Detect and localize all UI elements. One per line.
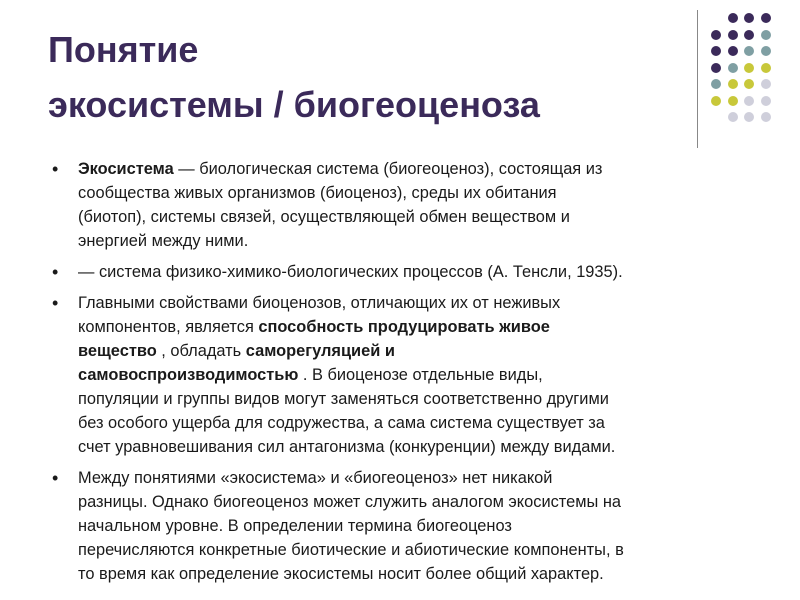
text-line: Главными свойствами биоценозов, отличающих их от неживых	[78, 294, 561, 312]
text-line: (биотоп), системы связей, осуществляющей обмен веществом и	[78, 208, 570, 226]
decor-dot	[728, 13, 738, 23]
slide-title-line-2: экосистемы / биогеоценоза	[48, 84, 540, 125]
text-line: то время как определение экосистемы носит более общий характер.	[78, 565, 604, 583]
text-line: — биологическая система (биогеоценоз), состоящая из	[173, 160, 603, 178]
bullet-marker: •	[52, 159, 59, 179]
bullet-item-terms-comparison	[52, 466, 752, 586]
decor-dot	[711, 96, 721, 106]
bullet-item-biocenosis-properties	[52, 291, 752, 459]
decor-dot	[761, 13, 771, 23]
bullet-marker: •	[52, 293, 59, 313]
text-line: разницы. Однако биогеоценоз может служить аналогом экосистемы на	[78, 493, 622, 511]
decor-dot	[728, 79, 738, 89]
decor-dot	[728, 30, 738, 40]
text-line: без особого ущерба для содружества, а сама система существует за	[78, 414, 605, 432]
text-line: начальном уровне. В определении термина биогеоценоз	[78, 517, 512, 535]
text-line: счет уравновешивания сил антагонизма (конкуренции) между видами.	[78, 438, 616, 456]
decor-dot	[761, 96, 771, 106]
bold-segment: вещество	[78, 342, 157, 360]
decor-vertical-line	[697, 10, 698, 148]
decor-dot	[744, 79, 754, 89]
decor-dot	[711, 79, 721, 89]
text-segment: . В биоценозе отдельные виды,	[298, 366, 543, 384]
bullet-item-ecosystem-definition	[52, 157, 752, 253]
term-ecosystem: Экосистема	[78, 160, 174, 178]
decor-dot	[728, 112, 738, 122]
decor-dot	[761, 112, 771, 122]
text-line: Между понятиями «экосистема» и «биогеоценоз» нет никакой	[78, 469, 553, 487]
decor-dot	[761, 30, 771, 40]
bold-segment: способность продуцировать живое	[258, 318, 550, 336]
decor-dot	[744, 46, 754, 56]
text-line: — система физико-химико-биологических процессов (А. Тенсли, 1935).	[78, 263, 623, 281]
bold-segment: самовоспроизводимостью	[78, 366, 299, 384]
text-segment: компонентов, является	[78, 318, 259, 336]
text-line: популяции и группы видов могут заменяться соответственно другими	[78, 390, 609, 408]
text-line: сообщества живых организмов (биоценоз), среды их обитания	[78, 184, 557, 202]
decor-dot	[744, 96, 754, 106]
bullet-item-system-processes	[52, 260, 752, 284]
bold-segment: саморегуляцией и	[245, 342, 395, 360]
decor-dot	[728, 63, 738, 73]
bullet-marker: •	[52, 468, 59, 488]
decor-dot	[761, 79, 771, 89]
bullet-list	[52, 157, 752, 593]
text-line: перечисляются конкретные биотические и абиотические компоненты, в	[78, 541, 624, 559]
text-segment: , обладать	[156, 342, 246, 360]
text-line: энергией между ними.	[78, 232, 249, 250]
decor-dot	[728, 96, 738, 106]
decor-dot	[744, 30, 754, 40]
slide-title	[48, 22, 540, 132]
decor-dot	[711, 63, 721, 73]
decor-dot	[728, 46, 738, 56]
decor-dot	[744, 13, 754, 23]
decor-dot	[711, 46, 721, 56]
decor-dot	[711, 30, 721, 40]
decor-dot	[761, 63, 771, 73]
slide-title-line-1: Понятие	[48, 29, 199, 70]
decor-dot	[744, 112, 754, 122]
bullet-marker: •	[52, 262, 59, 282]
decor-dot	[744, 63, 754, 73]
decor-dot	[761, 46, 771, 56]
